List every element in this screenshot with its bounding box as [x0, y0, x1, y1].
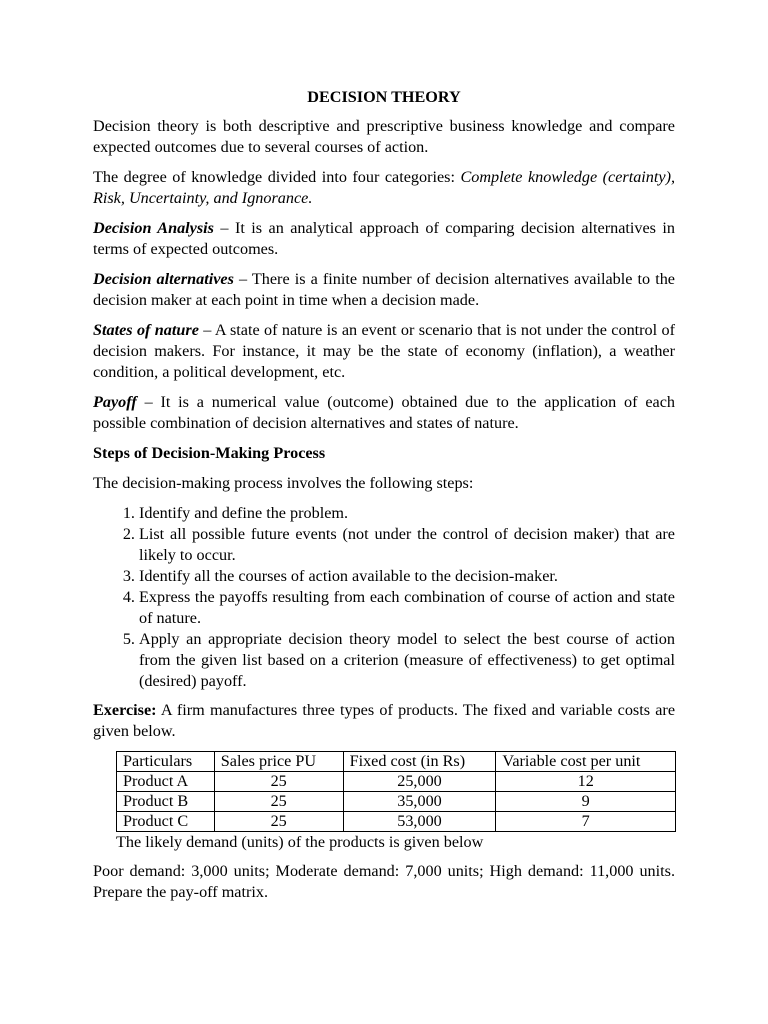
exercise-text: A firm manufactures three types of products. The fixed and variable costs are given below. [93, 701, 675, 740]
table-cell: 12 [496, 772, 676, 792]
table-header: Fixed cost (in Rs) [343, 752, 496, 772]
steps-heading: Steps of Decision-Making Process [93, 444, 326, 462]
payoff-term: Payoff [93, 393, 137, 411]
steps-lead: The decision-making process involves the following steps: [93, 474, 474, 492]
list-item: 1. Identify and define the problem. [139, 503, 675, 524]
decision-alternatives-term: Decision alternatives [93, 270, 234, 288]
decision-analysis-term: Decision Analysis [93, 219, 214, 237]
states-of-nature-term: States of nature [93, 321, 199, 339]
steps-list [93, 503, 675, 692]
table-cell: 35,000 [343, 792, 496, 812]
table-cell: Product A [117, 772, 215, 792]
page-title: DECISION THEORY [307, 88, 461, 106]
intro-paragraph: Decision theory is both descriptive and prescriptive business knowledge and compare expected outcomes due to several courses of action. [93, 117, 675, 156]
exercise-label: Exercise: [93, 701, 157, 719]
cost-table [116, 751, 676, 832]
document-body [93, 87, 675, 912]
payoff-paragraph [93, 392, 675, 434]
table-cell: 25 [214, 772, 343, 792]
table-row [117, 772, 676, 792]
table-cell: 7 [496, 812, 676, 832]
table-header: Variable cost per unit [496, 752, 676, 772]
table-cell: 25,000 [343, 772, 496, 792]
list-item: 2. List all possible future events (not under the control of decision maker) that are likely to occur. [139, 524, 675, 566]
decision-alternatives-paragraph [93, 269, 675, 311]
states-of-nature-text: – A state of nature is an event or scenario that is not under the control of decision makers. For instance, it may be the state of economy (inflation), a weather condition, a political development, etc. [93, 321, 675, 381]
list-item: 5. Apply an appropriate decision theory model to select the best course of action from the given list based on a criterion (measure of effectiveness) to get optimal (desired) payoff. [139, 629, 675, 692]
table-cell: 25 [214, 792, 343, 812]
demand-paragraph: Poor demand: 3,000 units; Moderate demand: 7,000 units; High demand: 11,000 units. Prepare the pay-off matrix. [93, 862, 675, 901]
list-item: 4. Express the payoffs resulting from each combination of course of action and state of nature. [139, 587, 675, 629]
decision-analysis-text: – It is an analytical approach of comparing decision alternatives in terms of expected outcomes. [93, 219, 675, 258]
degree-categories: Complete knowledge (certainty), Risk, Uncertainty, and Ignorance. [93, 168, 676, 207]
list-item: 3. Identify all the courses of action available to the decision-maker. [139, 566, 675, 587]
table-cell: Product C [117, 812, 215, 832]
payoff-text: – It is a numerical value (outcome) obtained due to the application of each possible combination of decision alternatives and states of nature. [93, 393, 675, 432]
table-cell: Product B [117, 792, 215, 812]
degree-paragraph [93, 167, 675, 209]
table-row [117, 812, 676, 832]
table-header: Particulars [117, 752, 215, 772]
table-cell: 9 [496, 792, 676, 812]
exercise-paragraph [93, 700, 675, 742]
decision-analysis-paragraph [93, 218, 675, 260]
demand-intro: The likely demand (units) of the products is given below [116, 833, 484, 851]
states-of-nature-paragraph [93, 320, 675, 383]
table-cell: 25 [214, 812, 343, 832]
table-row [117, 792, 676, 812]
table-cell: 53,000 [343, 812, 496, 832]
table-header-row [117, 752, 676, 772]
degree-lead: The degree of knowledge divided into four categories: [93, 168, 461, 186]
decision-alternatives-text: – There is a finite number of decision alternatives available to the decision maker at each point in time when a decision made. [93, 270, 675, 309]
table-header: Sales price PU [214, 752, 343, 772]
